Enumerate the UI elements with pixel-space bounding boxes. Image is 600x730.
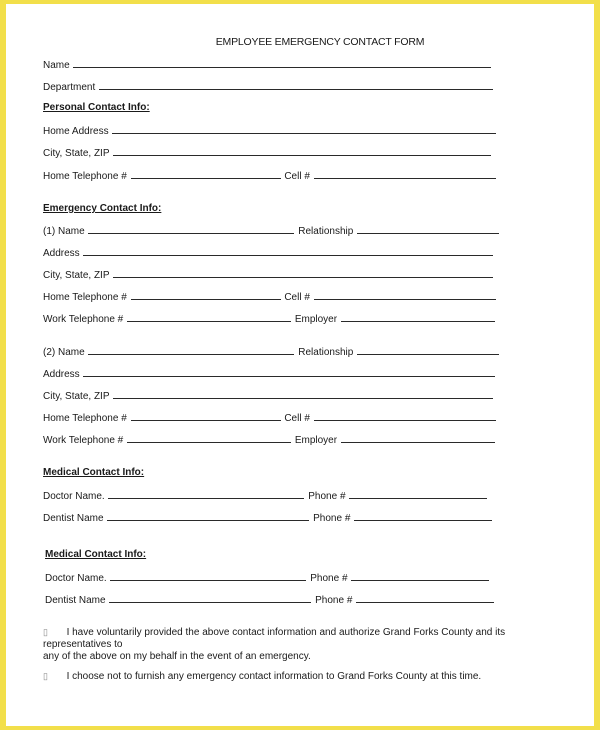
consent-2-text: I choose not to furnish any emergency contact information to Grand Forks County at this time. bbox=[66, 671, 482, 682]
contact1-address-label: Address bbox=[43, 248, 80, 259]
consent-option-2 bbox=[43, 670, 573, 683]
contact2-home-telephone-row bbox=[43, 411, 497, 425]
doctor-name-label-1: Doctor Name. bbox=[43, 491, 105, 502]
contact2-work-telephone-field[interactable] bbox=[127, 433, 291, 443]
city-state-zip-row bbox=[43, 146, 492, 160]
contact1-work-telephone-row bbox=[43, 312, 496, 326]
dentist-name-label-2: Dentist Name bbox=[45, 595, 106, 606]
contact2-city-label: City, State, ZIP bbox=[43, 391, 110, 402]
dentist-phone-field-1[interactable] bbox=[354, 511, 492, 521]
contact2-work-telephone-row bbox=[43, 433, 496, 447]
medical-contact-heading-2: Medical Contact Info: bbox=[45, 549, 147, 560]
name-label: Name bbox=[43, 60, 70, 71]
doctor-name-label-2: Doctor Name. bbox=[45, 573, 107, 584]
home-address-label: Home Address bbox=[43, 126, 109, 137]
contact2-city-field[interactable] bbox=[113, 389, 493, 399]
dentist-name-field-1[interactable] bbox=[107, 511, 309, 521]
contact2-work-telephone-label: Work Telephone # bbox=[43, 435, 124, 446]
cell-label: Cell # bbox=[284, 171, 310, 182]
doctor-phone-label-1: Phone # bbox=[308, 491, 346, 502]
contact1-employer-label: Employer bbox=[294, 314, 338, 325]
department-label: Department bbox=[43, 82, 96, 93]
contact1-work-telephone-field[interactable] bbox=[127, 312, 291, 322]
contact2-address-row bbox=[43, 367, 496, 381]
contact2-employer-label: Employer bbox=[294, 435, 338, 446]
contact2-cell-label: Cell # bbox=[284, 413, 310, 424]
contact1-city-field[interactable] bbox=[113, 268, 493, 278]
contact1-home-telephone-label: Home Telephone # bbox=[43, 292, 127, 303]
doctor-name-field-2[interactable] bbox=[110, 571, 306, 581]
doctor-phone-label-2: Phone # bbox=[310, 573, 348, 584]
form-page bbox=[6, 4, 594, 726]
city-state-zip-label: City, State, ZIP bbox=[43, 148, 110, 159]
medical-contact-heading-1: Medical Contact Info: bbox=[43, 467, 145, 478]
contact1-relationship-label: Relationship bbox=[298, 226, 354, 237]
dentist-name-field-2[interactable] bbox=[109, 593, 311, 603]
contact2-home-telephone-label: Home Telephone # bbox=[43, 413, 127, 424]
consent-1-line2: any of the above on my behalf in the event of an emergency. bbox=[43, 651, 311, 662]
home-address-row bbox=[43, 124, 497, 138]
contact1-cell-field[interactable] bbox=[314, 290, 496, 300]
dentist-phone-label-1: Phone # bbox=[313, 513, 351, 524]
dentist-row-1 bbox=[43, 511, 493, 525]
contact1-city-label: City, State, ZIP bbox=[43, 270, 110, 281]
contact2-address-field[interactable] bbox=[83, 367, 495, 377]
contact1-city-row bbox=[43, 268, 494, 282]
checkbox-icon[interactable]: ▯ bbox=[43, 627, 48, 637]
contact2-home-telephone-field[interactable] bbox=[131, 411, 281, 421]
contact1-relationship-field[interactable] bbox=[357, 224, 499, 234]
contact2-name-field[interactable] bbox=[88, 345, 294, 355]
dentist-name-label-1: Dentist Name bbox=[43, 513, 104, 524]
contact2-name-row bbox=[43, 345, 500, 359]
contact1-address-row bbox=[43, 246, 494, 260]
home-telephone-field[interactable] bbox=[131, 169, 281, 179]
doctor-row-2 bbox=[45, 571, 490, 585]
contact1-address-field[interactable] bbox=[83, 246, 493, 256]
contact2-city-row bbox=[43, 389, 494, 403]
name-field[interactable] bbox=[73, 58, 491, 68]
dentist-row-2 bbox=[45, 593, 495, 607]
checkbox-icon[interactable]: ▯ bbox=[43, 671, 48, 681]
home-address-field[interactable] bbox=[112, 124, 496, 134]
consent-1-line1: I have voluntarily provided the above contact information and authorize Grand Forks County and its representatives to bbox=[43, 627, 506, 650]
contact1-name-label: (1) Name bbox=[43, 226, 85, 237]
contact1-home-telephone-row bbox=[43, 290, 497, 304]
form-title: EMPLOYEE EMERGENCY CONTACT FORM bbox=[215, 36, 425, 48]
dentist-phone-field-2[interactable] bbox=[356, 593, 494, 603]
contact1-name-row bbox=[43, 224, 500, 238]
doctor-phone-field-1[interactable] bbox=[349, 489, 487, 499]
department-row bbox=[43, 80, 494, 94]
dentist-phone-label-2: Phone # bbox=[315, 595, 353, 606]
home-telephone-label: Home Telephone # bbox=[43, 171, 127, 182]
contact1-employer-field[interactable] bbox=[341, 312, 495, 322]
contact1-work-telephone-label: Work Telephone # bbox=[43, 314, 124, 325]
contact2-name-label: (2) Name bbox=[43, 347, 85, 358]
contact2-relationship-label: Relationship bbox=[298, 347, 354, 358]
city-state-zip-field[interactable] bbox=[113, 146, 491, 156]
emergency-contact-heading: Emergency Contact Info: bbox=[43, 203, 162, 214]
contact2-cell-field[interactable] bbox=[314, 411, 496, 421]
contact2-employer-field[interactable] bbox=[341, 433, 495, 443]
doctor-name-field-1[interactable] bbox=[108, 489, 304, 499]
contact1-home-telephone-field[interactable] bbox=[131, 290, 281, 300]
personal-contact-heading: Personal Contact Info: bbox=[43, 102, 150, 113]
name-row bbox=[43, 58, 492, 72]
contact2-relationship-field[interactable] bbox=[357, 345, 499, 355]
contact1-cell-label: Cell # bbox=[284, 292, 310, 303]
contact2-address-label: Address bbox=[43, 369, 80, 380]
doctor-phone-field-2[interactable] bbox=[351, 571, 489, 581]
consent-option-1 bbox=[43, 626, 573, 663]
cell-field[interactable] bbox=[314, 169, 496, 179]
department-field[interactable] bbox=[99, 80, 493, 90]
home-telephone-row bbox=[43, 169, 497, 183]
contact1-name-field[interactable] bbox=[88, 224, 294, 234]
doctor-row-1 bbox=[43, 489, 488, 503]
